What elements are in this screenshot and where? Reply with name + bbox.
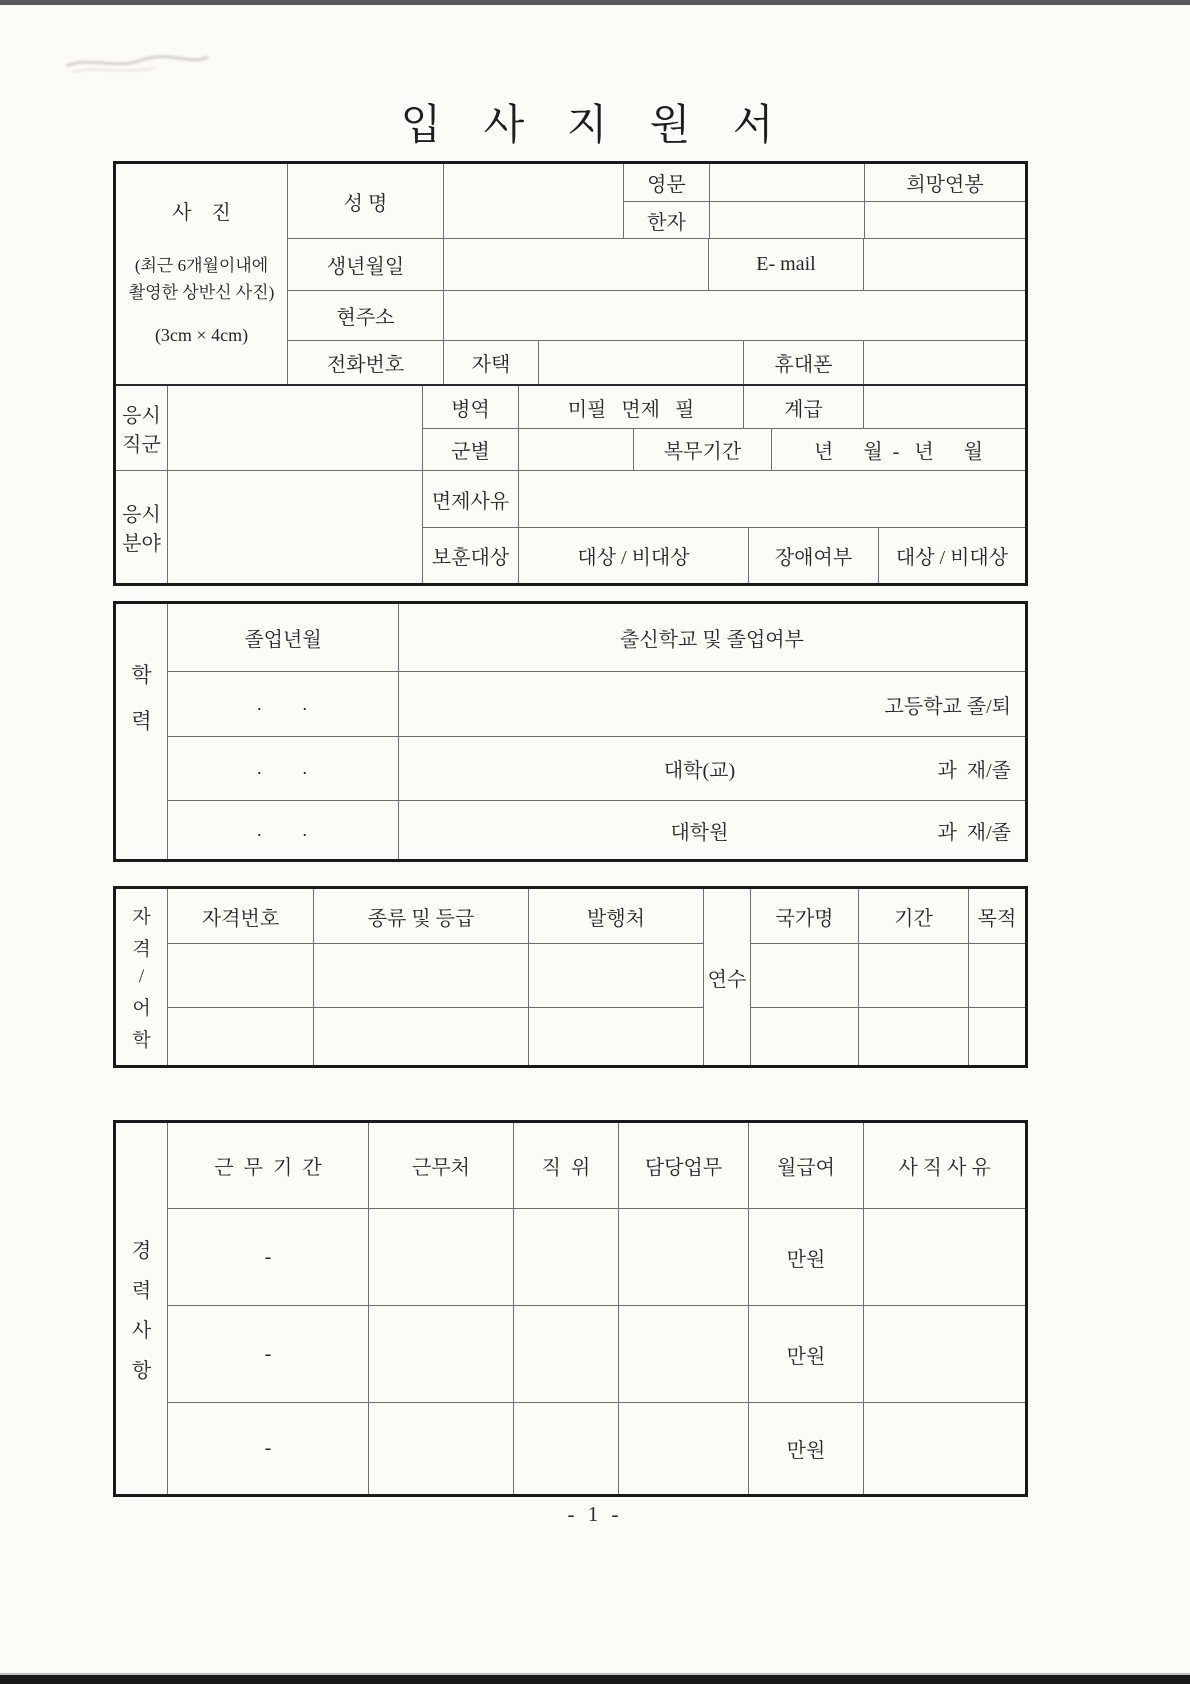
cert-issuer-cell	[528, 944, 703, 1007]
highschool-status: 고등학교 졸/퇴	[884, 695, 1011, 718]
training-country-cell	[751, 1008, 858, 1065]
cert-type-cell	[313, 1008, 528, 1065]
position-cell	[513, 1306, 618, 1402]
highschool-date-cell: . .	[257, 693, 309, 714]
service-period-value: 년 월 - 년 월	[771, 429, 1025, 470]
training-purpose-header: 목적	[968, 889, 1025, 943]
disability-options: 대상 / 비대상	[878, 528, 1025, 583]
photo-size-note: (3cm × 4cm)	[154, 324, 249, 345]
name-label: 성 명	[343, 192, 388, 215]
cert-issuer-header: 발행처	[528, 889, 703, 943]
university-status: 과 재/졸	[937, 760, 1011, 782]
phone-label: 전화번호	[326, 354, 405, 376]
education-section-label: 학 력	[116, 604, 168, 859]
career-table	[113, 1120, 1028, 1497]
work-period-cell: -	[264, 1342, 272, 1365]
education-row-gradschool	[168, 800, 1025, 859]
applied-field-section	[116, 470, 1025, 583]
name-value-cell	[443, 164, 623, 238]
training-row	[751, 1007, 1025, 1065]
photo-note-line2: 촬영한 상반신 사진)	[128, 282, 275, 302]
workplace-cell	[368, 1306, 513, 1402]
highschool-school-cell	[398, 672, 1025, 736]
personal-info-table	[113, 161, 1028, 586]
cert-number-cell	[168, 1008, 313, 1065]
duty-cell	[618, 1403, 748, 1494]
qualification-row	[168, 1007, 703, 1065]
salary-unit-cell: 만원	[748, 1306, 863, 1402]
training-purpose-cell	[968, 944, 1025, 1007]
duty-header: 담당업무	[618, 1123, 748, 1208]
position-cell	[513, 1209, 618, 1305]
work-period-cell: -	[264, 1437, 272, 1459]
disability-label: 장애여부	[748, 528, 878, 583]
hanja-name-label: 한자	[647, 211, 686, 234]
training-country-header: 국가명	[775, 907, 834, 930]
salary-header: 월급여	[748, 1123, 863, 1208]
photo-box	[116, 164, 288, 384]
gradschool-date-cell: . .	[257, 819, 309, 840]
cert-number-cell	[168, 944, 313, 1007]
qualification-table	[113, 886, 1028, 1068]
page-number: - 1 -	[567, 1502, 623, 1526]
salary-unit-cell: 만원	[748, 1209, 863, 1305]
duty-cell	[618, 1209, 748, 1305]
workplace-header: 근무처	[368, 1123, 513, 1208]
workplace-cell	[368, 1209, 513, 1305]
education-table	[113, 601, 1028, 862]
military-service-label: 병역	[451, 398, 490, 421]
gradschool-label: 대학원	[670, 821, 729, 844]
email-label: E- mail	[708, 239, 863, 290]
university-date-cell: . .	[257, 758, 309, 778]
career-row	[168, 1402, 1025, 1494]
resignation-reason-cell	[863, 1306, 1025, 1402]
rank-value-cell	[863, 386, 1025, 428]
university-label: 대학(교)	[663, 760, 736, 782]
personal-section	[116, 164, 1025, 384]
home-phone-label: 자택	[443, 341, 538, 384]
career-row	[168, 1305, 1025, 1402]
training-period-header: 기간	[858, 889, 968, 943]
workplace-cell	[368, 1403, 513, 1494]
exemption-reason-label: 면제사유	[431, 490, 510, 513]
career-row	[168, 1208, 1025, 1305]
birthdate-value-cell	[443, 239, 708, 290]
position-cell	[513, 1403, 618, 1494]
gradschool-status: 과 재/졸	[937, 821, 1011, 844]
qualification-row	[168, 943, 703, 1007]
training-purpose-cell	[968, 1008, 1025, 1065]
cert-issuer-cell	[528, 1008, 703, 1065]
applied-job-group-value-cell	[168, 386, 423, 470]
mobile-phone-label: 휴대폰	[743, 341, 863, 384]
pencil-smudge	[62, 46, 212, 78]
duty-cell	[618, 1306, 748, 1402]
cert-type-cell	[313, 944, 528, 1007]
education-row-highschool	[168, 671, 1025, 736]
veteran-options: 대상 / 비대상	[518, 528, 748, 583]
scan-artifact-top	[0, 0, 1190, 5]
work-period-cell: -	[264, 1245, 272, 1268]
position-header: 직 위	[513, 1123, 618, 1208]
training-period-cell	[858, 1008, 968, 1065]
salary-unit-cell: 만원	[748, 1403, 863, 1494]
military-branch-value-cell	[518, 429, 633, 470]
mobile-phone-value-cell	[863, 341, 1025, 384]
career-section-label: 경 력 사 항	[116, 1123, 168, 1494]
email-value-cell	[863, 239, 1025, 290]
qualification-section-label: 자 격 / 어 학	[116, 889, 168, 1065]
exemption-reason-value-cell	[518, 471, 1025, 527]
desired-salary-label: 희망연봉	[864, 164, 1025, 201]
applied-job-group-label: 응시 직군	[116, 386, 168, 470]
training-country-cell	[751, 944, 858, 1007]
address-value-cell	[443, 291, 1025, 340]
rank-label: 계급	[743, 386, 863, 428]
photo-label: 사 진	[172, 202, 231, 225]
education-row-university	[168, 736, 1025, 800]
military-branch-label: 군별	[451, 441, 490, 463]
applied-field-value-cell	[168, 471, 423, 583]
training-row	[751, 943, 1025, 1007]
home-phone-value-cell	[538, 341, 743, 384]
cert-number-header: 자격번호	[201, 907, 280, 930]
english-name-value-cell	[709, 164, 864, 201]
english-name-label: 영문	[647, 174, 686, 196]
service-period-label: 복무기간	[633, 429, 771, 470]
university-school-cell	[398, 737, 1025, 800]
resignation-reason-header: 사 직 사 유	[863, 1123, 1025, 1208]
military-section	[116, 384, 1025, 583]
form-title: 입 사 지 원 서	[400, 103, 790, 149]
cert-type-header: 종류 및 등급	[313, 889, 528, 943]
resignation-reason-cell	[863, 1403, 1025, 1494]
veteran-label: 보훈대상	[431, 547, 510, 569]
training-label: 연수	[703, 889, 751, 1065]
work-period-header: 근 무 기 간	[214, 1157, 322, 1179]
resignation-reason-cell	[863, 1209, 1025, 1305]
scan-artifact-bottom	[0, 1675, 1190, 1684]
address-label: 현주소	[336, 307, 395, 329]
birthdate-label: 생년월일	[326, 256, 405, 278]
training-period-cell	[858, 944, 968, 1007]
desired-salary-value-cell	[864, 202, 1025, 238]
school-header: 출신학교 및 졸업여부	[398, 604, 1025, 671]
hanja-name-value-cell	[709, 202, 864, 238]
photo-note-line1: (최근 6개월이내에	[134, 256, 269, 276]
graduation-date-header: 졸업년월	[244, 629, 322, 651]
military-status-options: 미필 면제 필	[518, 386, 743, 428]
gradschool-school-cell	[398, 801, 1025, 859]
applied-field-label: 응시 분야	[116, 471, 168, 583]
